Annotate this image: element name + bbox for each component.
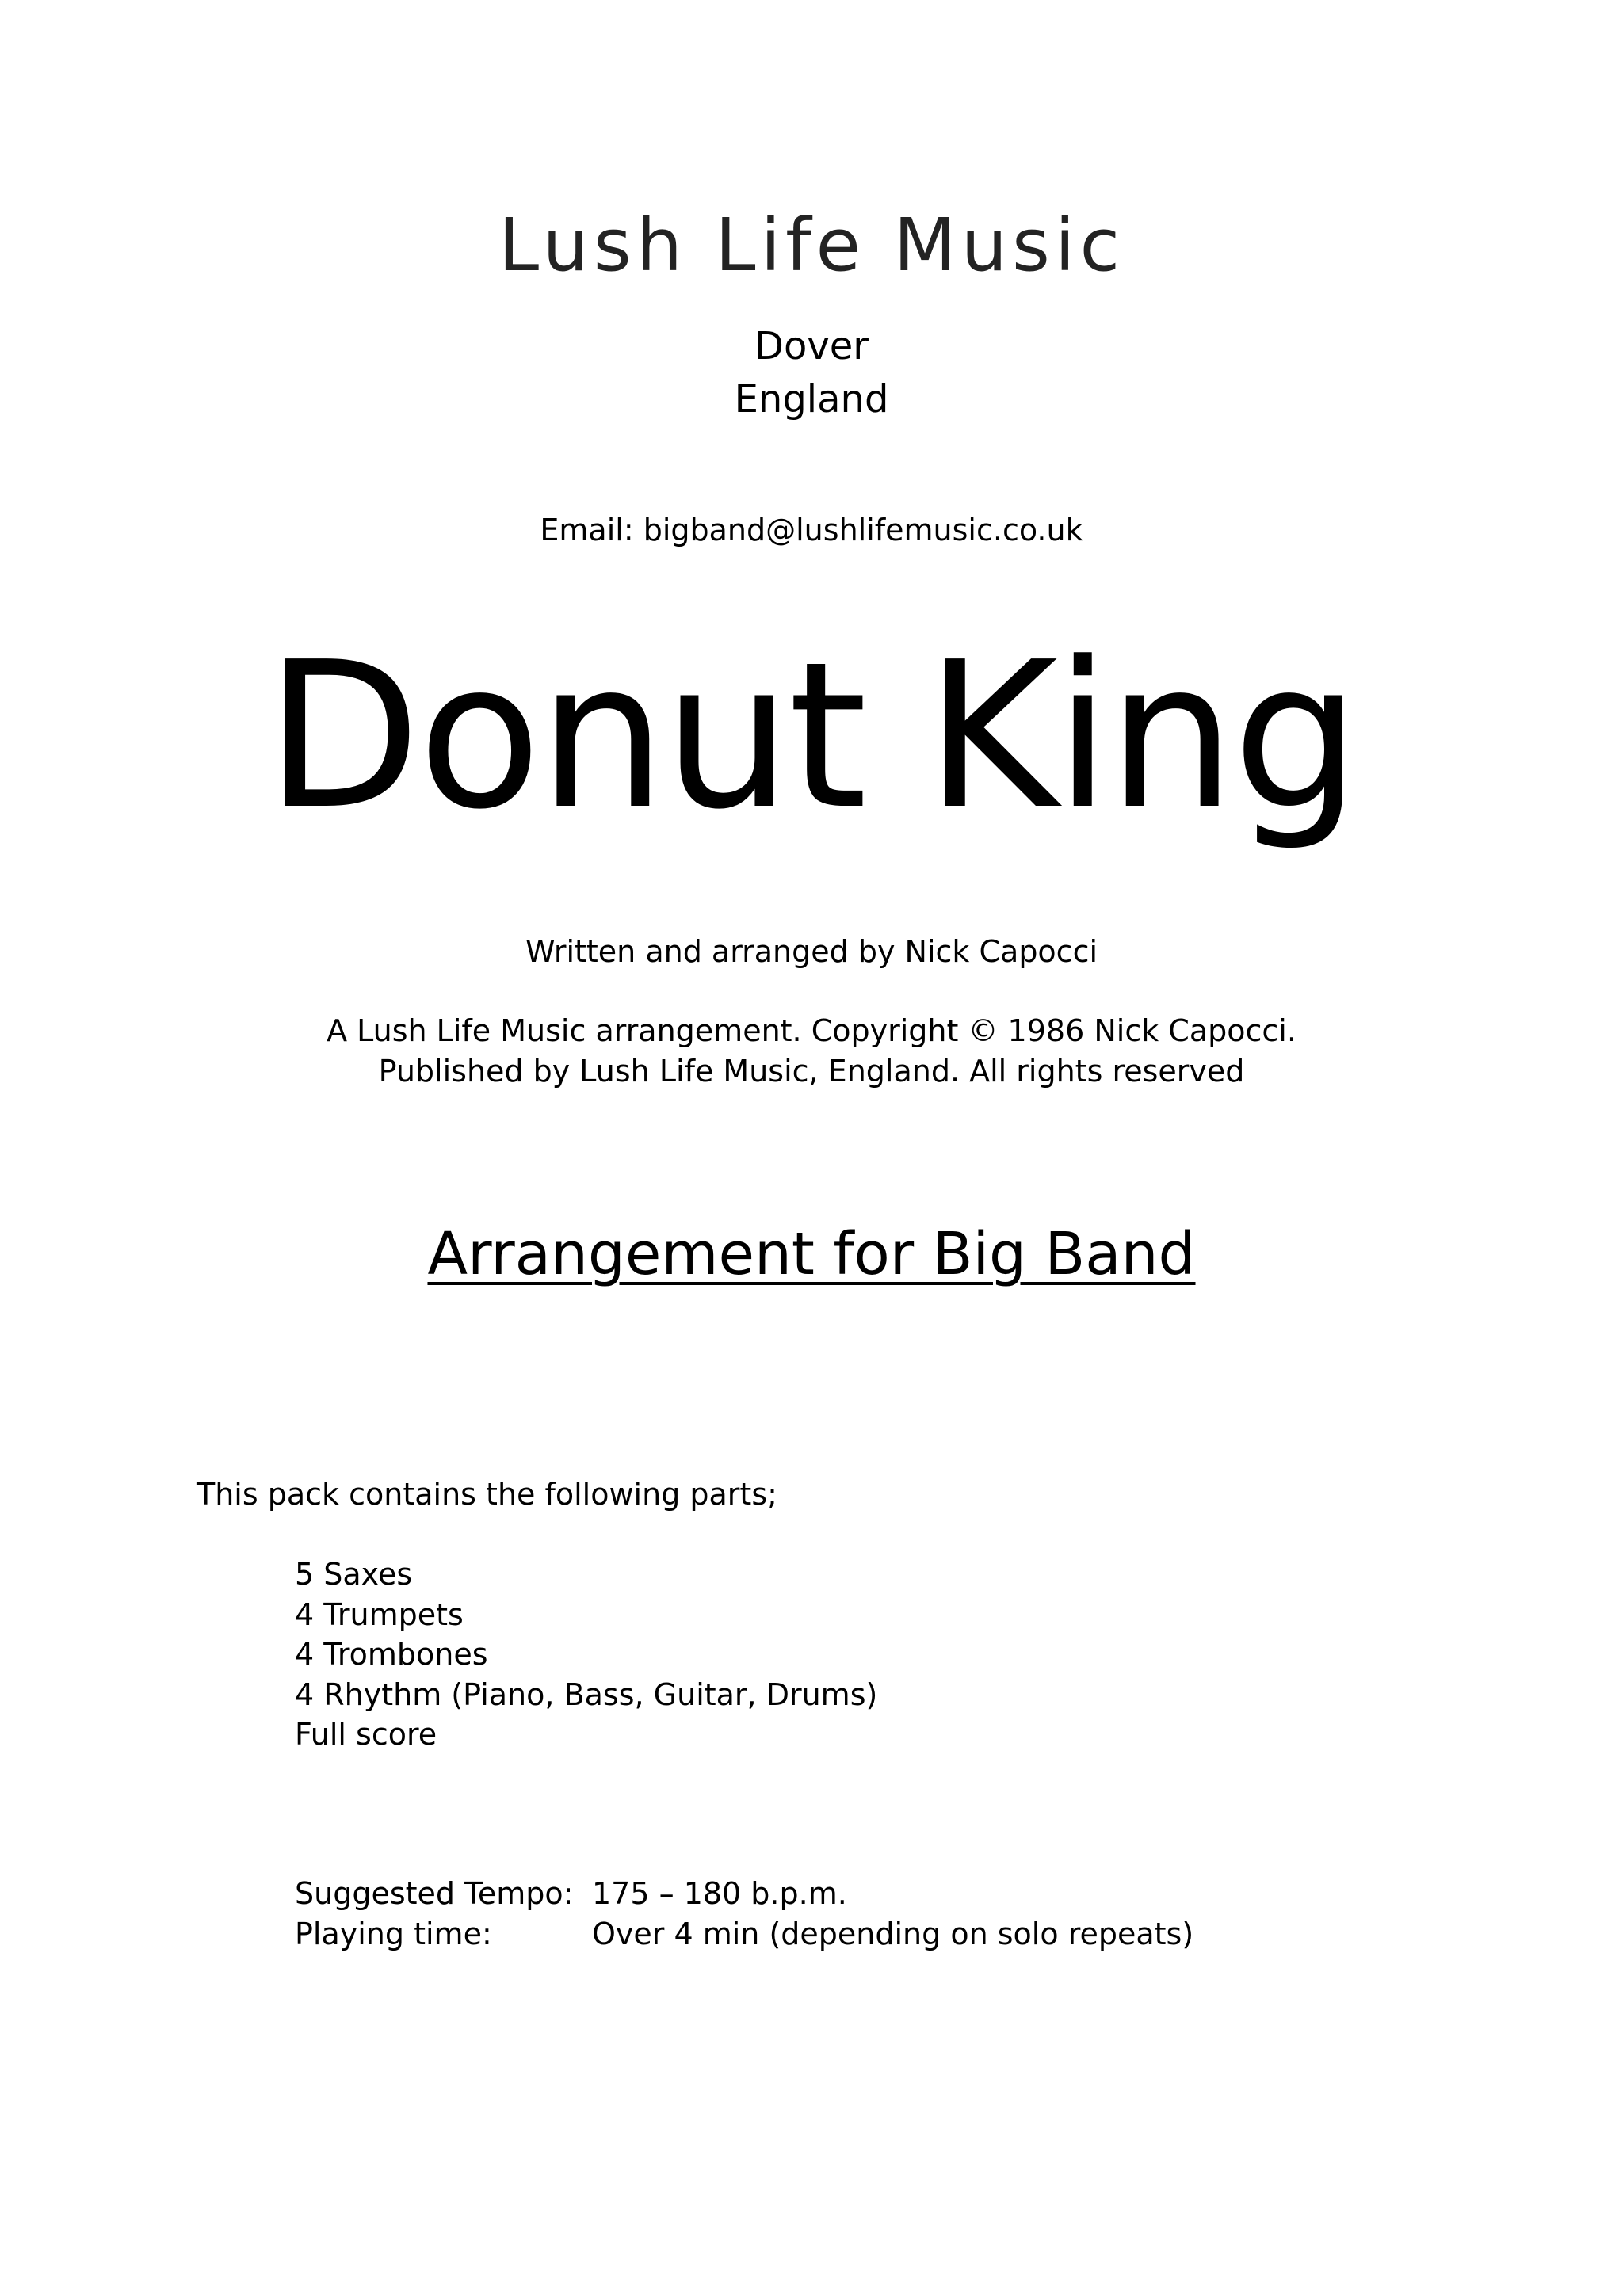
tempo-label: Suggested Tempo: <box>295 1876 574 1911</box>
parts-list-item: 5 Saxes <box>295 1557 413 1592</box>
publisher-country: England <box>734 377 889 421</box>
publisher-city: Dover <box>754 324 869 368</box>
arrangement-heading-text: Arrangement for Big Band <box>427 1220 1196 1288</box>
parts-list-item: 4 Rhythm (Piano, Bass, Guitar, Drums) <box>295 1676 878 1712</box>
playing-time-value: Over 4 min (depending on solo repeats) <box>592 1917 1194 1951</box>
tempo-value: 175 – 180 b.p.m. <box>592 1876 847 1911</box>
copyright-line-2: Published by Lush Life Music, England. All rights reserved <box>378 1054 1245 1089</box>
composer-credit: Written and arranged by Nick Capocci <box>525 934 1098 969</box>
arrangement-heading <box>0 1216 1623 1292</box>
parts-list-item: 4 Trumpets <box>295 1596 464 1632</box>
playing-time-row <box>295 1914 1193 1955</box>
publisher-email: Email: bigband@lushlifemusic.co.uk <box>540 513 1083 547</box>
publisher-logo-text <box>0 198 1623 293</box>
song-title: Donut King <box>265 619 1358 854</box>
parts-list-item: Full score <box>295 1717 437 1752</box>
parts-list-item: 4 Trombones <box>295 1637 488 1672</box>
tempo-row <box>295 1874 1193 1914</box>
parts-list <box>295 1554 877 1755</box>
publisher-name: Lush Life Music <box>498 203 1125 288</box>
copyright-line-1: A Lush Life Music arrangement. Copyright © 1986 Nick Capocci. <box>327 1013 1296 1048</box>
contents-intro: This pack contains the following parts; <box>197 1477 777 1512</box>
performance-details <box>295 1874 1193 1955</box>
playing-time-label: Playing time: <box>295 1917 492 1951</box>
